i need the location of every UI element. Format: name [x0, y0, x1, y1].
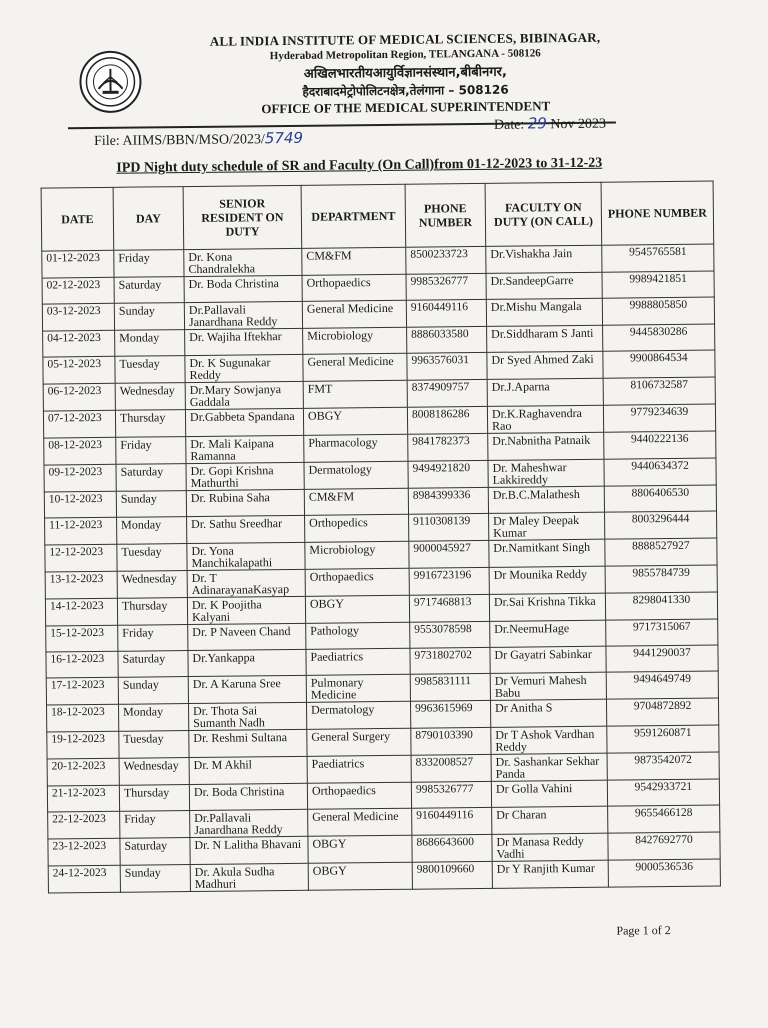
cell-senior-resident: Dr. Kona Chandralekha [184, 248, 302, 276]
cell-department: CM&FM [302, 247, 406, 275]
aiims-logo-icon [79, 51, 142, 114]
cell-faculty-phone: 8106732587 [603, 377, 715, 405]
cell-faculty: Dr.K.Raghavendra Rao [487, 405, 603, 433]
cell-senior-resident: Dr. K Sugunakar Reddy [185, 354, 303, 382]
cell-day: Sunday [120, 865, 190, 893]
cell-day: Thursday [119, 785, 189, 812]
cell-day: Friday [116, 437, 186, 465]
cell-department: Paediatrics [307, 755, 411, 783]
cell-faculty: Dr.Mishu Mangala [486, 298, 602, 326]
cell-phone: 8886033580 [407, 326, 487, 353]
office-name: OFFICE OF THE MEDICAL SUPERINTENDENT [261, 98, 551, 117]
cell-faculty-phone: 9441290037 [606, 645, 718, 672]
cell-faculty-phone: 9900864534 [603, 350, 715, 378]
cell-department: CM&FM [304, 488, 408, 515]
cell-day: Saturday [114, 277, 184, 304]
cell-day: Saturday [118, 651, 188, 678]
cell-phone: 9110308139 [409, 513, 489, 541]
col-header-date: DATE [41, 187, 114, 251]
cell-day: Friday [118, 625, 188, 652]
col-header-phone: PHONE NUMBER [405, 183, 486, 247]
cell-day: Wednesday [119, 758, 189, 786]
cell-faculty-phone: 9779234639 [603, 404, 715, 432]
cell-date: 09-12-2023 [44, 464, 116, 492]
cell-faculty-phone: 9717315067 [606, 619, 718, 646]
cell-department: Microbiology [305, 541, 409, 569]
cell-day: Sunday [118, 677, 188, 705]
cell-faculty: Dr Y Ranjith Kumar [492, 860, 608, 888]
cell-faculty-phone: 9494649749 [606, 671, 718, 699]
cell-department: Paediatrics [306, 648, 410, 675]
cell-day: Monday [118, 704, 188, 732]
cell-day: Sunday [114, 303, 184, 331]
cell-senior-resident: Dr. Thota Sai Sumanth Nadh [188, 702, 306, 730]
cell-faculty-phone: 9873542072 [607, 752, 719, 780]
cell-department: Pathology [306, 622, 410, 649]
cell-faculty: Dr.Siddharam S Janti [487, 325, 603, 352]
cell-date: 15-12-2023 [46, 625, 118, 652]
cell-day: Monday [115, 330, 185, 357]
cell-day: Tuesday [119, 731, 189, 759]
cell-date: 18-12-2023 [47, 704, 119, 732]
schedule-title: IPD Night duty schedule of SR and Faculty (On Call)from 01-12-2023 to 31-12-23 [116, 155, 603, 176]
cell-department: Microbiology [303, 327, 407, 354]
cell-department: OBGY [308, 862, 412, 890]
cell-phone: 9494921820 [408, 460, 488, 488]
cell-day: Sunday [116, 491, 186, 518]
cell-department: Dermatology [306, 701, 410, 729]
cell-faculty-phone: 9542933721 [607, 779, 719, 806]
cell-phone: 9841782373 [408, 433, 488, 461]
cell-date: 08-12-2023 [44, 437, 116, 465]
date-label: Date: [493, 117, 525, 133]
cell-day: Friday [114, 250, 184, 278]
cell-faculty: Dr.Nabnitha Patnaik [488, 432, 604, 460]
institute-address-hindi: हैदराबादमेट्रोपोलिटनक्षेत्र,तेलंगाना – 508126 [302, 82, 509, 99]
institute-name-hindi: अखिलभारतीयआयुर्विज्ञानसंस्थान,बीबीनगर, [303, 64, 507, 82]
cell-department: OBGY [308, 835, 412, 863]
cell-date: 16-12-2023 [46, 651, 118, 678]
cell-phone: 9800109660 [412, 861, 492, 889]
cell-date: 17-12-2023 [46, 677, 118, 705]
cell-faculty: Dr Syed Ahmed Zaki [487, 351, 603, 379]
cell-date: 20-12-2023 [47, 758, 119, 786]
cell-senior-resident: Dr. K Poojitha Kalyani [187, 596, 305, 624]
col-header-department: DEPARTMENT [301, 184, 406, 248]
cell-department: General Medicine [303, 353, 407, 381]
duty-schedule-table [41, 181, 721, 894]
cell-department: General Medicine [302, 300, 406, 328]
cell-department: Orthopaedics [307, 782, 411, 809]
cell-senior-resident: Dr. T AdinarayanaKasyap [187, 569, 305, 597]
cell-faculty-phone: 8888527927 [605, 538, 717, 566]
cell-day: Wednesday [117, 571, 187, 599]
document-date [494, 114, 606, 134]
cell-faculty: Dr. Sashankar Sekhar Panda [491, 753, 607, 781]
cell-senior-resident: Dr.Mary Sowjanya Gaddala [185, 381, 303, 409]
cell-date: 21-12-2023 [47, 785, 119, 812]
cell-date: 22-12-2023 [48, 811, 120, 839]
cell-date: 12-12-2023 [45, 544, 117, 572]
col-header-faculty-phone: PHONE NUMBER [601, 181, 714, 245]
cell-phone: 9985831111 [410, 673, 490, 701]
cell-senior-resident: Dr. M Akhil [189, 756, 307, 784]
cell-phone: 8984399336 [408, 487, 488, 514]
cell-faculty: Dr.Sai Krishna Tikka [489, 593, 605, 621]
cell-phone: 8374909757 [407, 379, 487, 407]
cell-faculty: Dr.J.Aparna [487, 378, 603, 406]
cell-phone: 8332008527 [411, 754, 491, 782]
cell-phone: 9000045927 [409, 540, 489, 568]
cell-faculty: Dr.B.C.Malathesh [488, 486, 604, 513]
cell-faculty-phone: 8298041330 [605, 592, 717, 620]
cell-senior-resident: Dr. Wajiha Iftekhar [185, 328, 303, 355]
cell-senior-resident: Dr. Yona Manchikalapathi [187, 542, 305, 570]
cell-date: 24-12-2023 [48, 865, 120, 893]
institute-address: Hyderabad Metropolitan Region, TELANGANA - 508126 [269, 47, 541, 63]
cell-day: Thursday [115, 410, 185, 438]
cell-date: 13-12-2023 [45, 571, 117, 599]
cell-faculty-phone: 9440222136 [604, 431, 716, 459]
cell-faculty-phone: 9989421851 [602, 271, 714, 298]
file-number [94, 129, 303, 150]
cell-phone: 9963615969 [410, 700, 490, 728]
date-day-handwritten: 29 [527, 114, 547, 133]
cell-department: General Surgery [307, 728, 411, 756]
cell-senior-resident: Dr. P Naveen Chand [188, 623, 306, 650]
cell-senior-resident: Dr.Pallavali Janardhana Reddy [184, 301, 302, 329]
cell-faculty: Dr.Vishakha Jain [486, 245, 602, 273]
cell-faculty-phone: 9445830286 [603, 324, 715, 351]
cell-phone: 9985326777 [411, 781, 491, 808]
cell-faculty: Dr Vemuri Mahesh Babu [490, 672, 606, 700]
cell-date: 05-12-2023 [43, 356, 115, 384]
cell-faculty: Dr Golla Vahini [491, 780, 607, 807]
institute-name: ALL INDIA INSTITUTE OF MEDICAL SCIENCES, BIBINAGAR, [209, 29, 601, 49]
cell-department: Dermatology [304, 461, 408, 489]
col-header-senior-resident: SENIOR RESIDENT ON DUTY [183, 185, 302, 249]
cell-senior-resident: Dr. N Lalitha Bhavani [190, 836, 308, 864]
cell-faculty-phone: 9545765581 [602, 244, 714, 272]
cell-faculty-phone: 8806406530 [604, 485, 716, 512]
cell-day: Thursday [117, 598, 187, 626]
cell-faculty: Dr.NeemuHage [490, 620, 606, 647]
cell-phone: 8686643600 [412, 834, 492, 862]
cell-senior-resident: Dr. Akula Sudha Madhuri [190, 863, 308, 891]
cell-faculty-phone: 9000536536 [608, 859, 720, 887]
cell-date: 10-12-2023 [44, 491, 116, 518]
cell-phone: 9160449116 [406, 299, 486, 327]
cell-day: Saturday [116, 464, 186, 492]
cell-senior-resident: Dr.Yankappa [188, 649, 306, 676]
cell-faculty-phone: 9704872892 [606, 698, 718, 726]
cell-faculty: Dr.SandeepGarre [486, 272, 602, 299]
cell-date: 19-12-2023 [47, 731, 119, 759]
cell-faculty: Dr Charan [492, 806, 608, 834]
cell-date: 23-12-2023 [48, 838, 120, 866]
cell-department: Pulmonary Medicine [306, 674, 410, 702]
cell-faculty-phone: 9655466128 [608, 805, 720, 833]
cell-date: 11-12-2023 [45, 517, 117, 545]
table-body [42, 244, 721, 893]
page-number: Page 1 of 2 [616, 923, 671, 938]
cell-department: Pharmacology [304, 434, 408, 462]
cell-faculty: Dr Mounika Reddy [489, 566, 605, 594]
cell-phone: 9963576031 [407, 352, 487, 380]
cell-faculty: Dr Gayatri Sabinkar [490, 646, 606, 673]
cell-day: Monday [117, 517, 187, 545]
cell-phone: 9916723196 [409, 567, 489, 595]
col-header-day: DAY [113, 187, 184, 251]
cell-department: OBGY [305, 595, 409, 623]
cell-senior-resident: Dr.Gabbeta Spandana [185, 408, 303, 436]
cell-faculty: Dr.Namitkant Singh [489, 539, 605, 567]
cell-date: 14-12-2023 [45, 598, 117, 626]
file-number-label: File: AIIMS/BBN/MSO/2023/ [94, 132, 265, 150]
cell-senior-resident: Dr. Reshmi Sultana [189, 729, 307, 757]
cell-senior-resident: Dr. Mali Kaipana Ramanna [186, 435, 304, 463]
cell-faculty-phone: 9988805850 [602, 297, 714, 325]
cell-phone: 8008186286 [407, 406, 487, 434]
cell-date: 02-12-2023 [42, 277, 114, 304]
cell-date: 03-12-2023 [42, 303, 114, 331]
cell-senior-resident: Dr. Boda Christina [189, 783, 307, 810]
table-row [48, 859, 720, 893]
cell-phone: 9553078598 [410, 621, 490, 648]
cell-date: 01-12-2023 [42, 250, 114, 278]
date-month-year: Nov 2023 [550, 116, 607, 133]
cell-phone: 9731802702 [410, 647, 490, 674]
table-header-row [41, 181, 714, 251]
cell-faculty: Dr T Ashok Vardhan Reddy [491, 726, 607, 754]
cell-department: OBGY [303, 407, 407, 435]
cell-senior-resident: Dr. Boda Christina [184, 275, 302, 302]
cell-day: Wednesday [115, 383, 185, 411]
cell-phone: 9717468813 [409, 594, 489, 622]
cell-senior-resident: Dr.Pallavali Janardhana Reddy [190, 809, 308, 837]
cell-faculty-phone: 9440634372 [604, 458, 716, 486]
cell-senior-resident: Dr. Sathu Sreedhar [187, 515, 305, 543]
cell-date: 04-12-2023 [43, 330, 115, 357]
cell-phone: 8790103390 [411, 727, 491, 755]
cell-day: Tuesday [115, 356, 185, 384]
col-header-faculty: FACULTY ON DUTY (ON CALL) [485, 182, 602, 246]
cell-faculty: Dr Manasa Reddy Vadhi [492, 833, 608, 861]
cell-date: 07-12-2023 [43, 410, 115, 438]
cell-phone: 9985326777 [406, 273, 486, 300]
cell-phone: 8500233723 [406, 246, 486, 274]
cell-faculty: Dr Anitha S [490, 699, 606, 727]
file-number-handwritten: 5749 [264, 128, 304, 148]
cell-department: Orthopaedics [302, 274, 406, 301]
cell-faculty-phone: 8003296444 [605, 511, 717, 539]
cell-date: 06-12-2023 [43, 383, 115, 411]
cell-phone: 9160449116 [412, 807, 492, 835]
cell-senior-resident: Dr. Gopi Krishna Mathurthi [186, 462, 304, 490]
cell-senior-resident: Dr. Rubina Saha [186, 489, 304, 516]
cell-faculty: Dr. Maheshwar Lakkireddy [488, 459, 604, 487]
cell-department: FMT [303, 380, 407, 408]
cell-faculty-phone: 8427692770 [608, 832, 720, 860]
cell-senior-resident: Dr. A Karuna Sree [188, 675, 306, 703]
cell-department: General Medicine [308, 808, 412, 836]
cell-faculty-phone: 9591260871 [607, 725, 719, 753]
cell-day: Friday [120, 811, 190, 839]
letterhead [155, 29, 656, 118]
cell-day: Tuesday [117, 544, 187, 572]
cell-day: Saturday [120, 838, 190, 866]
cell-department: Orthopaedics [305, 568, 409, 596]
cell-faculty: Dr Maley Deepak Kumar [489, 512, 605, 540]
cell-department: Orthopedics [305, 514, 409, 542]
cell-faculty-phone: 9855784739 [605, 565, 717, 593]
